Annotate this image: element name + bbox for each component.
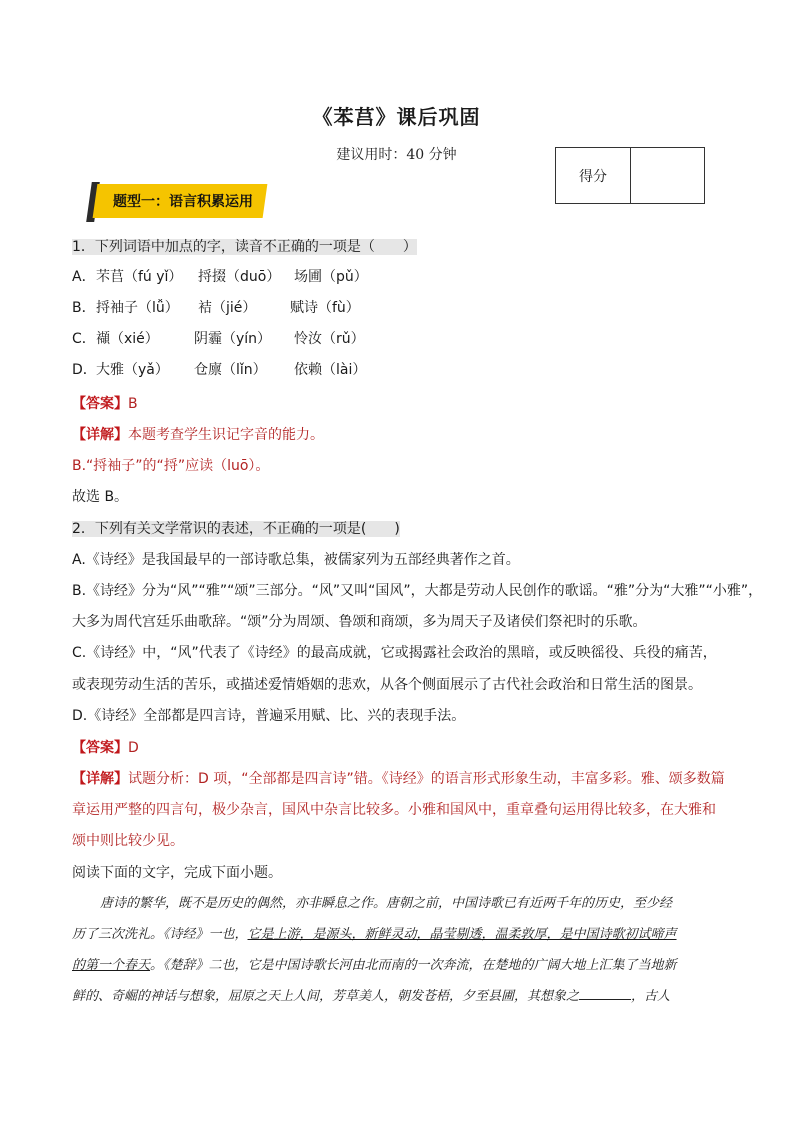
option-item: 捋袖子（lǚ） <box>96 300 179 316</box>
page-title: 《苯莒》课后巩固 <box>312 105 481 129</box>
underlined-phrase-end: 的第一个春天 <box>72 958 151 973</box>
q2-stem: 2．下列有关文学常识的表述，不正确的一项是( ) <box>72 521 400 537</box>
option-item: 袺（jié） <box>198 300 257 316</box>
q1-answer <box>72 394 732 414</box>
badge-label: 题型一：语言积累运用 <box>113 194 253 210</box>
option-item: 大雅（yǎ） <box>96 362 169 378</box>
passage-line-1: 唐诗的繁华，既不是历史的偶然，亦非瞬息之作。唐朝之前，中国诗歌已有近两千年的历史，至少经 <box>100 896 673 911</box>
option-item: 赋诗（fù） <box>290 300 360 316</box>
option-item: 仓廪（lǐn） <box>194 362 267 378</box>
q2-option-c-line2: 或表现劳动生活的苦乐，或描述爱情婚姻的悲欢，从各个侧面展示了古代社会政治和日常生活的图景。 <box>72 677 702 693</box>
q2-option-b-line2: 大多为周代宫廷乐曲歌辞。“颂”分为周颂、鲁颂和商颂，多为周天子及诸侯们祭祀时的乐歌。 <box>72 614 647 630</box>
option-item: 依赖（lài） <box>294 362 367 378</box>
option-letter: B． <box>72 300 96 316</box>
detail-tag: 【详解】 <box>72 771 128 787</box>
detail-text: 本题考查学生识记字音的能力。 <box>128 427 324 443</box>
detail-text: 试题分析：D 项，“全部都是四言诗”错。《诗经》的语言形式形象生动，丰富多彩。雅、颂多数篇 <box>128 771 725 787</box>
score-box <box>555 147 705 204</box>
underlined-phrase: 它是上游，是源头，新鲜灵动，晶莹剔透，温柔敦厚，是中国诗歌初试啼声 <box>247 927 677 942</box>
q2-option-c-line1: C.《诗经》中，“风”代表了《诗经》的最高成就，它或揭露社会政治的黑暗，或反映徭役、兵役的痛苦， <box>72 645 717 661</box>
answer-value: B <box>128 396 138 412</box>
option-letter: D． <box>72 362 97 378</box>
fill-in-blank[interactable] <box>579 987 631 1000</box>
option-letter: A． <box>72 269 96 285</box>
q1-option-a <box>72 267 732 287</box>
q2-detail-line1 <box>72 769 732 789</box>
q2-option-d: D.《诗经》全部都是四言诗，普遍采用赋、比、兴的表现手法。 <box>72 708 466 724</box>
q2-option-b-line1: B.《诗经》分为“风”“雅”“颂”三部分。“风”又叫“国风”，大都是劳动人民创作的歌谣。“雅”分为“大雅”“小雅”， <box>72 583 763 599</box>
option-item: 襭（xié） <box>96 331 159 347</box>
q1-detail-2: B.“捋袖子”的“捋”应读（luō）。 <box>72 458 270 474</box>
q2-answer <box>72 738 732 758</box>
answer-tag: 【答案】 <box>72 740 128 756</box>
detail-tag: 【详解】 <box>72 427 128 443</box>
q2-option-a: A.《诗经》是我国最早的一部诗歌总集，被儒家列为五部经典著作之首。 <box>72 552 520 568</box>
option-item: 捋掇（duō） <box>198 269 281 285</box>
passage-line-2: 历了三次洗礼。《诗经》一也，它是上游，是源头，新鲜灵动，晶莹剔透，温柔敦厚，是中国诗歌初试啼声 <box>72 927 677 942</box>
q1-conclusion: 故选 B。 <box>72 489 129 505</box>
reading-instruction: 阅读下面的文字，完成下面小题。 <box>72 865 282 881</box>
q1-option-d <box>72 360 732 380</box>
passage-line-4: 鲜的、奇崛的神话与想象，屈原之天上人间，芳草美人，朝发苍梧，夕至县圃，其想象之 ，古人 <box>72 989 671 1004</box>
option-item: 怜汝（rǔ） <box>294 331 365 347</box>
option-letter: C． <box>72 331 96 347</box>
q1-option-c <box>72 329 732 349</box>
score-label: 得分 <box>556 148 631 203</box>
q1-option-b <box>72 298 732 318</box>
answer-tag: 【答案】 <box>72 396 128 412</box>
suggested-time: 建议用时：40 分钟 <box>336 147 457 163</box>
option-item: 芣苢（fú yǐ） <box>96 269 183 285</box>
option-item: 场圃（pǔ） <box>294 269 368 285</box>
section-badge <box>85 182 270 220</box>
q1-detail <box>72 425 732 445</box>
q1-stem: 1．下列词语中加点的字，读音不正确的一项是（ ） <box>72 239 417 255</box>
passage-line-3: 的第一个春天。《楚辞》二也，它是中国诗歌长河由北而南的一次奔流，在楚地的广阔大地上汇集了当地新 <box>72 958 677 973</box>
q2-detail-line2: 章运用严整的四言句，极少杂言，国风中杂言比较多。小雅和国风中，重章叠句运用得比较多，在大雅和 <box>72 802 716 818</box>
answer-value: D <box>128 740 139 756</box>
q2-detail-line3: 颂中则比较少见。 <box>72 833 184 849</box>
option-item: 阴霾（yín） <box>194 331 272 347</box>
